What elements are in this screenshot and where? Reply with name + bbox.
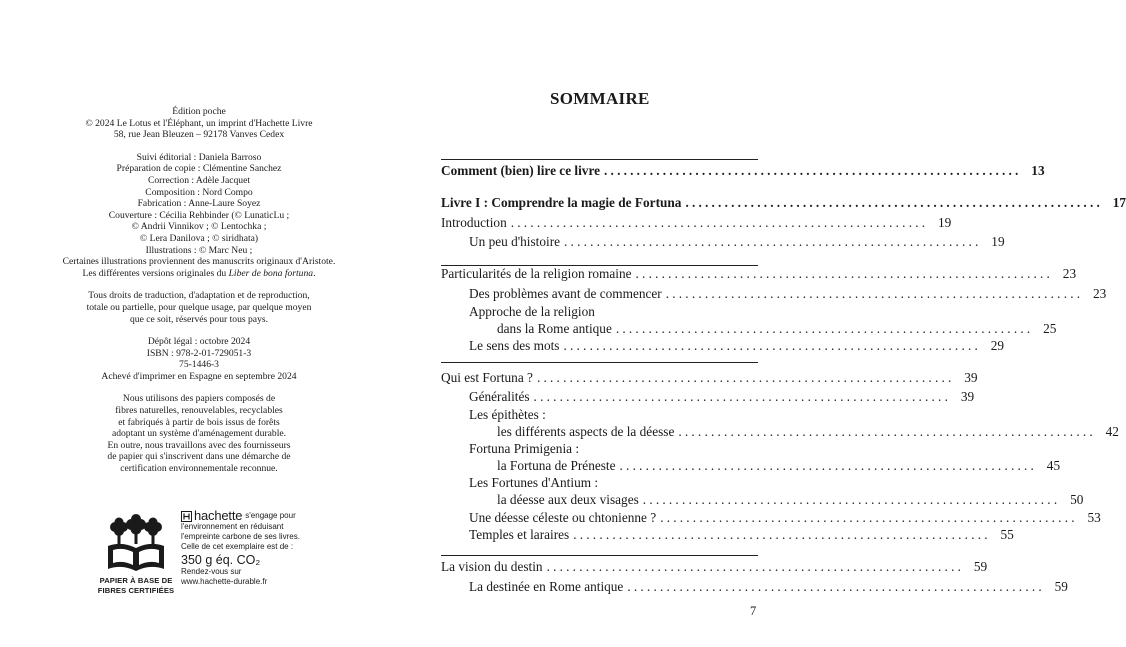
toc-entry-page: 23 bbox=[1093, 286, 1107, 301]
engage-text: s'engage pour bbox=[245, 511, 296, 521]
dot-leader: ................................................................ bbox=[627, 579, 1045, 594]
toc-entry-label: Particularités de la religion romaine bbox=[441, 266, 632, 281]
toc-entry-label: Comment (bien) lire ce livre bbox=[441, 163, 601, 178]
staff-line: Fabrication : Anne-Laure Soyez bbox=[137, 198, 261, 210]
dot-leader: ................................................................ bbox=[604, 163, 1022, 178]
toc-entry-page: 55 bbox=[1000, 527, 1014, 542]
dot-leader: ................................................................ bbox=[642, 492, 1061, 507]
versions-title: Liber de bona fortuna bbox=[228, 267, 314, 279]
toc-entry-label: Les Fortunes d'Antium : bbox=[469, 475, 599, 490]
toc-entry-label: Une déesse céleste ou chtonienne ? bbox=[469, 510, 657, 525]
hachette-h-icon bbox=[181, 511, 192, 522]
staff-line: Suivi éditorial : Daniela Barroso bbox=[136, 151, 262, 163]
dot-leader: ................................................................ bbox=[665, 286, 1084, 301]
toc-entry-label: Des problèmes avant de commencer bbox=[469, 286, 662, 301]
toc-title: SOMMAIRE bbox=[550, 89, 650, 108]
toc-entry-page: 25 bbox=[1043, 321, 1057, 336]
toc-entry[interactable] bbox=[469, 338, 1005, 354]
staff-line: Composition : Nord Compo bbox=[145, 186, 253, 198]
toc-entry-heading[interactable] bbox=[469, 441, 758, 457]
left-page bbox=[0, 0, 400, 647]
page-number: 7 bbox=[750, 604, 757, 618]
toc-entry-label: Un peu d'histoire bbox=[469, 234, 561, 249]
toc-entry[interactable] bbox=[469, 286, 1107, 302]
dot-leader: ................................................................ bbox=[533, 389, 952, 404]
right-page bbox=[400, 0, 1126, 647]
toc-entry-label: Généralités bbox=[469, 389, 530, 404]
copyright-line: © 2024 Le Lotus et l'Éléphant, un imprint d'Hachette Livre bbox=[85, 117, 313, 129]
toc-entry[interactable] bbox=[441, 195, 1126, 211]
toc-entry[interactable] bbox=[497, 492, 1084, 508]
toc-entry-label: Le sens des mots bbox=[469, 338, 560, 353]
toc-entry-page: 39 bbox=[964, 370, 978, 385]
dot-leader: ................................................................ bbox=[615, 321, 1034, 336]
toc-entry-page: 39 bbox=[960, 389, 975, 404]
toc-entry-label: Les épithètes : bbox=[469, 407, 546, 422]
toc-entry-label: Approche de la religion bbox=[469, 304, 595, 319]
paper-line: et fabriqués à partir de bois issus de forêts bbox=[118, 416, 280, 428]
edition-line: Édition poche bbox=[172, 106, 226, 117]
toc-entry-page: 13 bbox=[1031, 163, 1045, 178]
toc-entry-heading[interactable] bbox=[469, 304, 758, 320]
toc-entry-page: 59 bbox=[1054, 579, 1068, 594]
toc-entry[interactable] bbox=[441, 266, 1077, 282]
toc-entry-page: 19 bbox=[938, 215, 952, 230]
statement-line: Rendez-vous sur bbox=[181, 566, 242, 576]
toc-entry[interactable] bbox=[497, 321, 1057, 337]
toc-entry-label: la Fortuna de Préneste bbox=[497, 458, 616, 473]
toc-entry-page: 17 bbox=[1112, 195, 1126, 210]
logo-caption-line: PAPIER À BASE DE bbox=[99, 576, 173, 585]
toc-entry-page: 29 bbox=[990, 338, 1005, 353]
toc-entry-label: La vision du destin bbox=[441, 559, 543, 574]
isbn: ISBN : 978-2-01-729051-3 bbox=[146, 347, 252, 359]
dot-leader: ................................................................ bbox=[563, 338, 982, 353]
versions-line bbox=[40, 268, 358, 280]
brand-row bbox=[181, 508, 331, 524]
toc-entry[interactable] bbox=[441, 370, 978, 386]
versions-suffix: . bbox=[313, 267, 316, 279]
dot-leader: ................................................................ bbox=[685, 195, 1103, 210]
paper-line: Nous utilisons des papiers composés de bbox=[122, 393, 276, 405]
dot-leader: ................................................................ bbox=[546, 559, 965, 574]
address-line: 58, rue Jean Bleuzen – 92178 Vanves Cedex bbox=[113, 129, 285, 141]
dot-leader: ................................................................ bbox=[635, 266, 1054, 281]
rights-block bbox=[40, 290, 358, 325]
toc-entry-page: 19 bbox=[991, 234, 1005, 249]
legal-deposit: Dépôt légal : octobre 2024 bbox=[147, 336, 251, 348]
toc-entry-page: 45 bbox=[1046, 458, 1061, 473]
toc-entry[interactable] bbox=[469, 527, 1014, 543]
toc-entry-heading[interactable] bbox=[469, 407, 758, 423]
staff-line: Préparation de copie : Clémentine Sanchez bbox=[116, 163, 282, 175]
toc-divider bbox=[441, 555, 758, 556]
toc-entry[interactable] bbox=[441, 215, 952, 231]
rights-line: que ce soit, réservés pour tous pays. bbox=[129, 313, 268, 325]
toc-entry[interactable] bbox=[497, 458, 1061, 474]
hachette-brand: hachette bbox=[194, 508, 243, 524]
toc-entry[interactable] bbox=[441, 559, 988, 575]
toc-divider bbox=[441, 362, 758, 363]
toc-entry-page: 53 bbox=[1087, 510, 1101, 525]
certified-paper-logo bbox=[93, 513, 179, 595]
toc-entry-page: 23 bbox=[1062, 266, 1077, 281]
legal-block bbox=[40, 336, 358, 382]
paper-line: de papier qui s'inscrivent dans une démarche de bbox=[107, 451, 291, 463]
dot-leader: ................................................................ bbox=[660, 510, 1078, 525]
staff-line: Correction : Adèle Jacquet bbox=[147, 174, 251, 186]
staff-line: Couverture : Cécilia Rehbinder (© LunaticLu ; bbox=[108, 209, 290, 221]
staff-line: Certaines illustrations proviennent des manuscrits originaux d'Aristote. bbox=[62, 256, 336, 268]
dot-leader: ................................................................ bbox=[619, 458, 1038, 473]
toc-entry-heading[interactable] bbox=[469, 475, 758, 491]
printed-line: Achevé d'imprimer en Espagne en septembre 2024 bbox=[101, 370, 297, 382]
carbon-weight: 350 g éq. CO₂ bbox=[181, 552, 261, 567]
publisher-block bbox=[40, 106, 358, 141]
rights-line: totale ou partielle, pour quelque usage, par quelque moyen bbox=[86, 301, 312, 313]
staff-line: © Andrii Vinnikov ; © Lentochka ; bbox=[131, 221, 267, 233]
toc-entry-page: 59 bbox=[973, 559, 988, 574]
versions-prefix: Les différentes versions originales du bbox=[82, 267, 229, 279]
dot-leader: ................................................................ bbox=[510, 215, 929, 230]
dot-leader: ................................................................ bbox=[678, 424, 1096, 439]
toc-entry-label: Qui est Fortuna ? bbox=[441, 370, 533, 385]
paper-block bbox=[40, 393, 358, 474]
toc-entry-label: Fortuna Primigenia : bbox=[469, 441, 580, 456]
toc-entry[interactable] bbox=[497, 424, 1119, 440]
toc-entry[interactable] bbox=[469, 510, 1101, 526]
toc-entry-label: dans la Rome antique bbox=[497, 321, 612, 336]
statement-line: l'environnement en réduisant bbox=[181, 522, 284, 531]
toc-entry[interactable] bbox=[469, 389, 975, 405]
paper-line: certification environnementale reconnue. bbox=[120, 463, 278, 475]
toc-entry-page: 50 bbox=[1070, 492, 1084, 507]
toc-entry-label: Introduction bbox=[441, 215, 507, 230]
staff-line: © Lera Danilova ; © siridhata) bbox=[139, 232, 259, 244]
dot-leader: ................................................................ bbox=[573, 527, 991, 542]
statement-line: Celle de cet exemplaire est de : bbox=[181, 542, 294, 552]
copyright-credits bbox=[40, 106, 358, 475]
toc-entry[interactable] bbox=[441, 163, 1045, 179]
dot-leader: ................................................................ bbox=[564, 234, 982, 249]
edition-code: 75-1446-3 bbox=[179, 359, 219, 371]
toc-entry[interactable] bbox=[469, 579, 1068, 595]
logo-caption-line: FIBRES CERTIFIÉES bbox=[97, 586, 175, 595]
paper-line: fibres naturelles, renouvelables, recyclables bbox=[115, 405, 283, 417]
staff-line: Illustrations : © Marc Neu ; bbox=[145, 244, 253, 256]
paper-line: adoptant un système d'aménagement durable. bbox=[111, 428, 287, 440]
eco-label bbox=[93, 508, 323, 597]
staff-block bbox=[40, 152, 358, 280]
toc-entry-label: les différents aspects de la déesse bbox=[497, 424, 675, 439]
rights-line: Tous droits de traduction, d'adaptation et de reproduction, bbox=[88, 290, 310, 302]
paper-line: En outre, nous travaillons avec des fournisseurs bbox=[107, 439, 291, 451]
toc-entry[interactable] bbox=[469, 234, 1005, 250]
carbon-statement bbox=[181, 508, 331, 587]
toc-entry-label: La destinée en Rome antique bbox=[469, 579, 624, 594]
toc-entry-label: Temples et laraires bbox=[469, 527, 570, 542]
toc-entry-page: 42 bbox=[1105, 424, 1119, 439]
tree-book-icon bbox=[104, 513, 168, 575]
website-link[interactable]: www.hachette-durable.fr bbox=[181, 576, 268, 586]
toc-entry-label: la déesse aux deux visages bbox=[497, 492, 639, 507]
dot-leader: ................................................................ bbox=[536, 370, 955, 385]
statement-line: l'empreinte carbone de ses livres. bbox=[181, 532, 300, 542]
toc-divider bbox=[441, 159, 758, 160]
toc-entry-label: Livre I : Comprendre la magie de Fortuna bbox=[441, 195, 682, 210]
